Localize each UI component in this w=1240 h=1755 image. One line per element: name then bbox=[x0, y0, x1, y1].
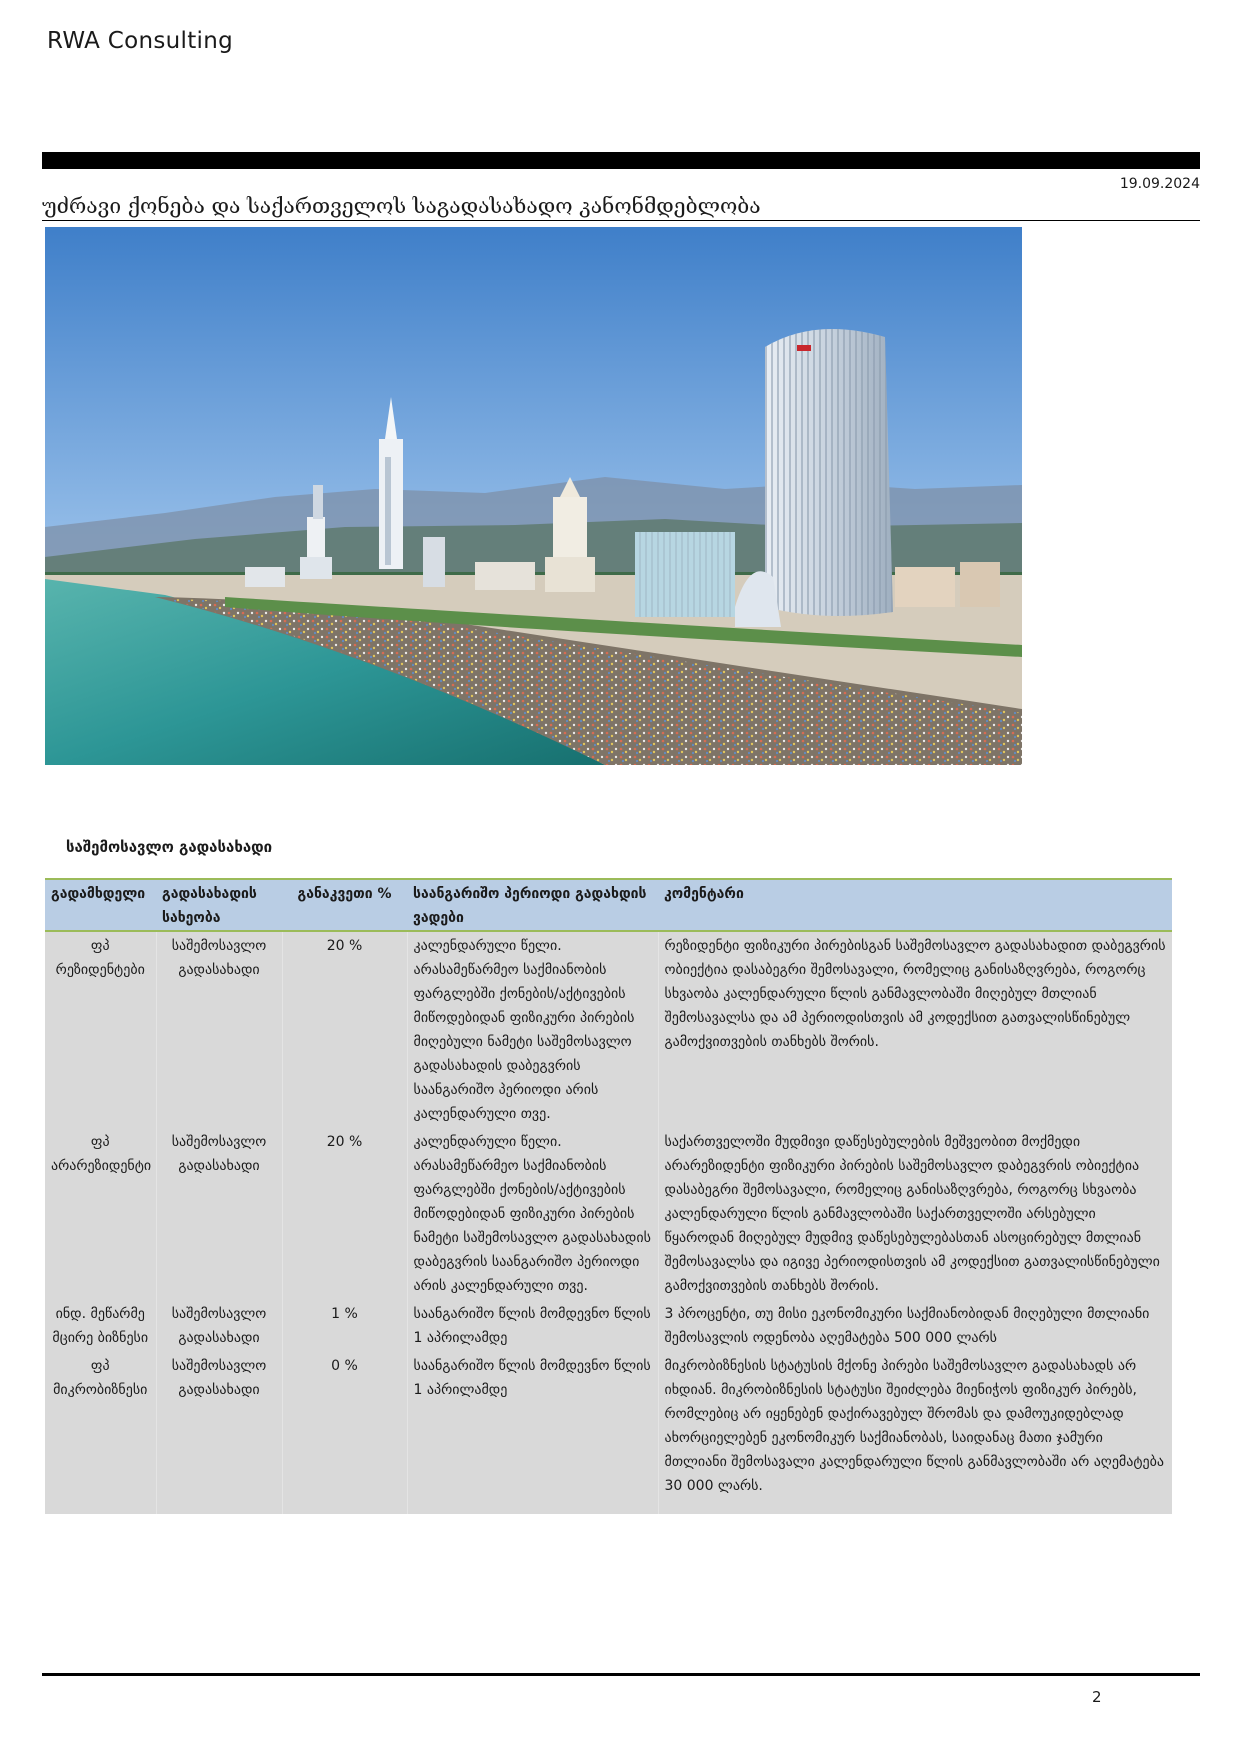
page-number: 2 bbox=[1092, 1688, 1102, 1706]
document-date: 19.09.2024 bbox=[1119, 176, 1200, 192]
cell-period: საანგარიშო წლის მომდევნო წლის 1 აპრილამდე bbox=[407, 1300, 658, 1352]
header-period: საანგარიშო პერიოდი გადახდის ვადები bbox=[407, 879, 658, 931]
income-tax-table bbox=[45, 878, 1172, 1514]
table-row bbox=[45, 1300, 1172, 1352]
table-row bbox=[45, 931, 1172, 1128]
company-name: RWA Consulting bbox=[47, 28, 234, 54]
cell-rate: 20 % bbox=[282, 931, 407, 1128]
footer-divider bbox=[42, 1673, 1200, 1676]
cell-period: საანგარიშო წლის მომდევნო წლის 1 აპრილამდე bbox=[407, 1352, 658, 1514]
cell-rate: 1 % bbox=[282, 1300, 407, 1352]
batumi-coastline-photo bbox=[45, 227, 1022, 765]
cell-comment: მიკრობიზნესის სტატუსის მქონე პირები საშემოსავლო გადასახადს არ იხდიან. მიკრობიზნესის სტატუსი შეიძლება მიენიჭოს ფიზიკურ პირებს, რომლებიც არ იყენებენ დაქირავებულ შრომას და დამოუკიდებლად ახორციელებენ ეკონომიკურ საქმიანობას, საიდანაც მათი ჯამური მთლიანი შემოსავალი კალენდარული წლის განმავლობაში არ აღემატება 30 000 ლარს. bbox=[664, 1358, 1164, 1494]
cell-tax-type: საშემოსავლო გადასახადი bbox=[156, 1300, 282, 1352]
header-payer: გადამხდელი bbox=[45, 879, 156, 931]
section-title: საშემოსავლო გადასახადი bbox=[66, 838, 273, 856]
page-title: უძრავი ქონება და საქართველოს საგადასახადო კანონმდებლობა bbox=[42, 194, 761, 218]
cell-tax-type: საშემოსავლო გადასახადი bbox=[156, 1128, 282, 1300]
table-row bbox=[45, 1128, 1172, 1300]
table-row bbox=[45, 1352, 1172, 1514]
header-comment: კომენტარი bbox=[658, 879, 1172, 931]
cell-comment: რეზიდენტი ფიზიკური პირებისგან საშემოსავლო გადასახადით დაბეგვრის ობიექტია დასაბეგრი შემოსავალი, რომელიც განისაზღვრება, როგორც სხვაობა კალენდარული წლის განმავლობაში მიღებულ მთლიან შემოსავალსა და ამ პერიოდისთვის ამ კოდექსით გათვალისწინებულ გამოქვითვების თანხებს შორის. bbox=[664, 938, 1166, 1050]
cell-period: კალენდარული წელი. არასამეწარმეო საქმიანობის ფარგლებში ქონების/აქტივების მიწოდებიდან ფიზიკური პირების მიღებული ნამეტი საშემოსავლო გადასახადის დაბეგვრის საანგარიშო პერიოდი არის კალენდარული თვე. bbox=[407, 931, 658, 1128]
cell-rate: 0 % bbox=[282, 1352, 407, 1514]
cell-period: კალენდარული წელი. არასამეწარმეო საქმიანობის ფარგლებში ქონების/აქტივების მიწოდებიდან ფიზიკური პირების ნამეტი საშემოსავლო გადასახადის დაბეგვრის საანგარიშო პერიოდი არის კალენდარული თვე. bbox=[407, 1128, 658, 1300]
table-header-row bbox=[45, 879, 1172, 931]
cell-payer: ფპ რეზიდენტები bbox=[45, 931, 156, 1128]
cell-payer: ფპ არარეზიდენტი bbox=[45, 1128, 156, 1300]
cell-payer: ინდ. მეწარმე მცირე ბიზნესი bbox=[45, 1300, 156, 1352]
cell-payer: ფპ მიკრობიზნესი bbox=[45, 1352, 156, 1514]
header-bar bbox=[42, 152, 1200, 169]
cell-rate: 20 % bbox=[282, 1128, 407, 1300]
cell-tax-type: საშემოსავლო გადასახადი bbox=[156, 1352, 282, 1514]
cell-tax-type: საშემოსავლო გადასახადი bbox=[156, 931, 282, 1128]
cell-comment: 3 პროცენტი, თუ მისი ეკონომიკური საქმიანობიდან მიღებული მთლიანი შემოსავლის ოდენობა აღემატება 500 000 ლარს bbox=[664, 1306, 1150, 1346]
header-rate: განაკვეთი % bbox=[282, 879, 407, 931]
cell-comment: საქართველოში მუდმივი დაწესებულების მეშვეობით მოქმედი არარეზიდენტი ფიზიკური პირების საშემოსავლო დაბეგვრის ობიექტია დასაბეგრი შემოსავალი, რომელიც განისაზღვრება, როგორც სხვაობა კალენდარული წლის განმავლობაში საქართველოში არსებული წყაროდან მიღებულ მუდმივ დაწესებულებასთან ასოცირებულ მთლიან შემოსავალსა და იგივე პერიოდისთვის ამ კოდექსით გათვალისწინებული გამოქვითვების თანხებს შორის. bbox=[664, 1134, 1160, 1294]
header-tax-type: გადასახადის სახეობა bbox=[156, 879, 282, 931]
title-divider bbox=[42, 220, 1200, 221]
